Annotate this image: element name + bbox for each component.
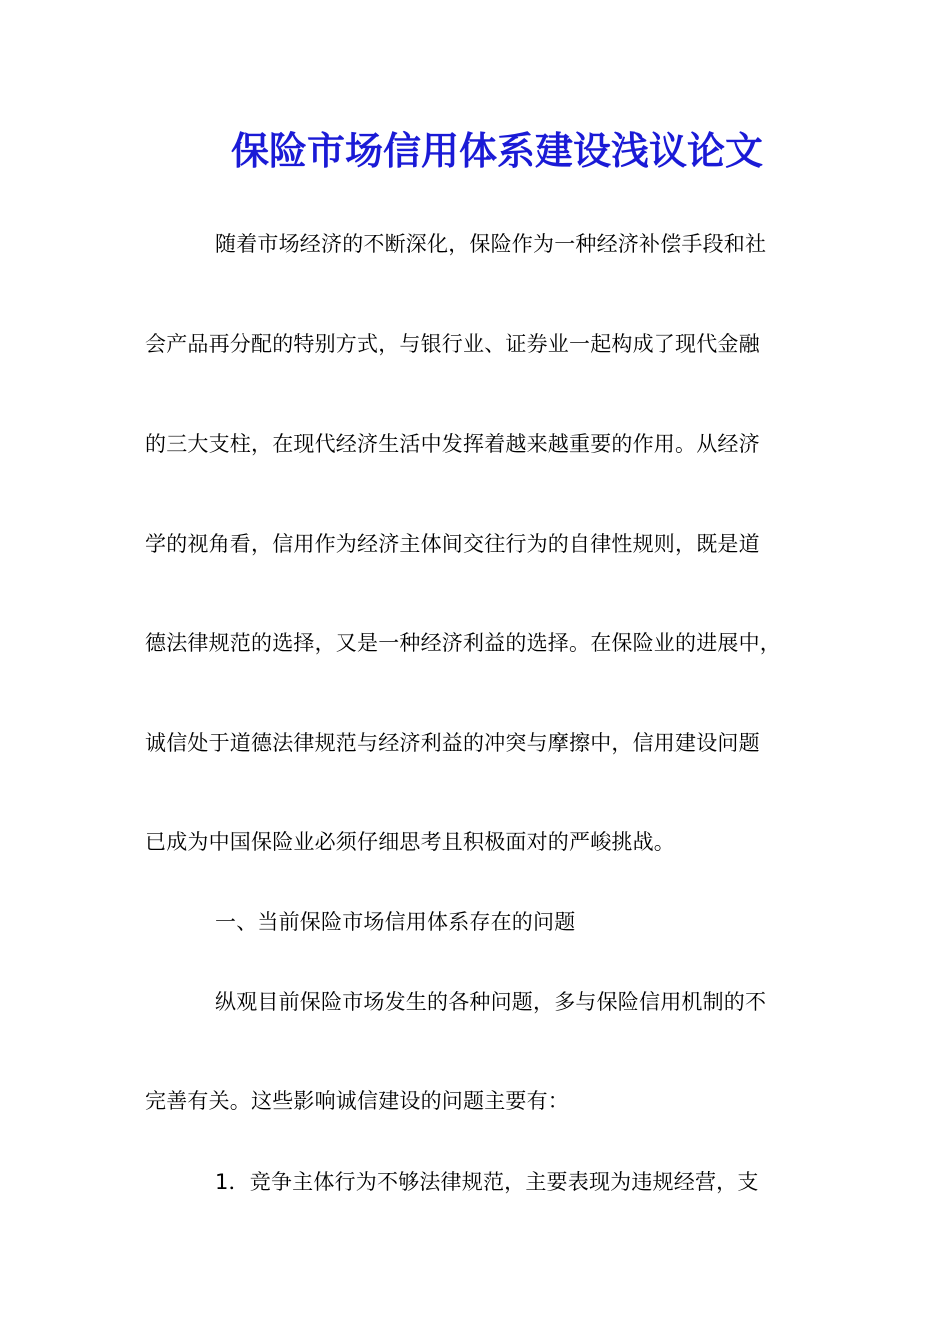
paragraph-line: 德法律规范的选择，又是一种经济利益的选择。在保险业的进展中， bbox=[145, 631, 781, 655]
list-item-line: 1．竞争主体行为不够法律规范，主要表现为违规经营，支 bbox=[215, 1170, 759, 1194]
section-heading: 一、当前保险市场信用体系存在的问题 bbox=[215, 910, 576, 934]
paragraph-line: 诚信处于道德法律规范与经济利益的冲突与摩擦中，信用建设问题 bbox=[145, 731, 760, 755]
paragraph-line: 随着市场经济的不断深化，保险作为一种经济补偿手段和社 bbox=[215, 232, 767, 256]
paragraph-line: 会产品再分配的特别方式，与银行业、证券业一起构成了现代金融 bbox=[145, 332, 760, 356]
paragraph-line: 的三大支柱，在现代经济生活中发挥着越来越重要的作用。从经济 bbox=[145, 432, 760, 456]
paragraph-line: 已成为中国保险业必须仔细思考且积极面对的严峻挑战。 bbox=[145, 830, 675, 854]
paragraph-line: 完善有关。这些影响诚信建设的问题主要有： bbox=[145, 1089, 569, 1113]
document-title: 保险市场信用体系建设浅议论文 bbox=[230, 128, 763, 173]
paragraph-line: 纵观目前保险市场发生的各种问题，多与保险信用机制的不 bbox=[215, 990, 767, 1014]
paragraph-line: 学的视角看，信用作为经济主体间交往行为的自律性规则，既是道 bbox=[145, 532, 760, 556]
